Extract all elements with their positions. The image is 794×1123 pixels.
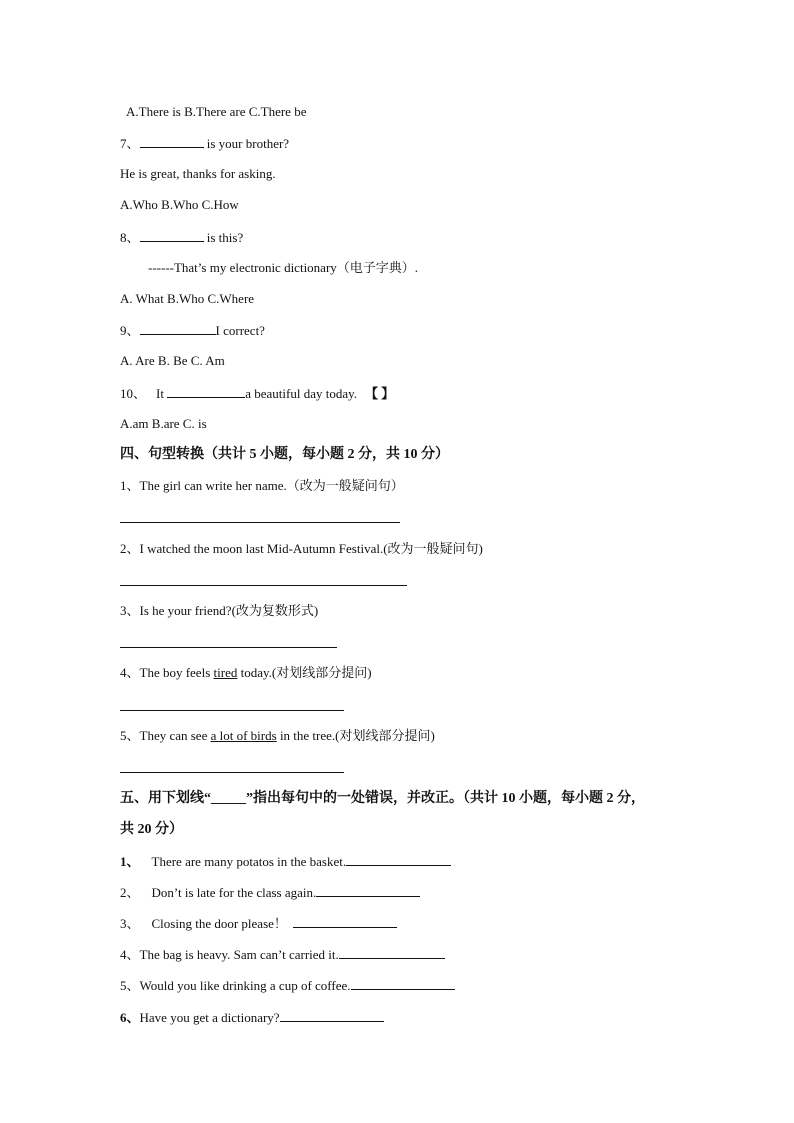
- section5-title-line1: 五、用下划线“_____”指出每句中的一处错误，并改正。（共计 10 小题，每小题 2 分，: [120, 791, 645, 806]
- correction-blank-5[interactable]: [351, 977, 455, 990]
- q10-number: 10、: [120, 386, 147, 401]
- section5-item-4: 4、The bag is heavy. Sam can’t carried it.: [120, 946, 445, 963]
- section4-item-1: 1、The girl can write her name.（改为一般疑问句）: [120, 478, 404, 493]
- section5-item-6: 6、Have you get a dictionary?: [120, 1009, 384, 1026]
- section5-title-line2: 共 20 分）: [120, 822, 183, 837]
- q8-blank[interactable]: [140, 229, 204, 242]
- answer-line-1[interactable]: [120, 522, 400, 523]
- section4-item-3: 3、Is he your friend?(改为复数形式): [120, 603, 319, 618]
- section5-item-2: 2、 Don’t is late for the class again.: [120, 884, 420, 901]
- section5-item-1: 1、 There are many potatos in the basket.: [120, 853, 451, 870]
- correction-blank-2[interactable]: [316, 884, 420, 897]
- answer-line-2[interactable]: [120, 585, 407, 586]
- section4-item-5: 5、They can see a lot of birds in the tree.(对划线部分提问): [120, 728, 435, 743]
- correction-blank-1[interactable]: [346, 853, 451, 866]
- q7-line: [120, 135, 289, 152]
- q10-options: A.am B.are C. is: [120, 416, 207, 431]
- section5-item-3: 3、 Closing the door please！: [120, 915, 397, 932]
- q7-blank[interactable]: [140, 135, 204, 148]
- q10-blank[interactable]: [167, 385, 245, 398]
- q9-line: [120, 322, 265, 339]
- q7-answer: He is great, thanks for asking.: [120, 166, 276, 181]
- answer-line-5[interactable]: [120, 772, 344, 773]
- q8-options: A. What B.Who C.Where: [120, 291, 255, 306]
- q9-options: A. Are B. Be C. Am: [120, 353, 225, 368]
- q9-blank[interactable]: [140, 322, 216, 335]
- q8-line: [120, 229, 243, 246]
- q9-number: 9、: [120, 323, 140, 338]
- section4-title: 四、句型转换（共计 5 小题，每小题 2 分，共 10 分）: [120, 447, 449, 462]
- q7-options: A.Who B.Who C.How: [120, 197, 239, 212]
- section5-item-5: 5、Would you like drinking a cup of coffee.: [120, 977, 455, 994]
- section4-item-2: 2、I watched the moon last Mid-Autumn Festival.(改为一般疑问句): [120, 541, 483, 556]
- correction-blank-4[interactable]: [339, 946, 445, 959]
- q10-text: a beautiful day today.: [245, 386, 358, 401]
- q10-pre: It: [156, 386, 168, 401]
- correction-blank-6[interactable]: [280, 1009, 384, 1022]
- q8-number: 8、: [120, 230, 140, 245]
- q8-reply: ------That’s my electronic dictionary（电子字典）.: [148, 260, 419, 275]
- q8-text: is this?: [203, 230, 244, 245]
- q7-text: is your brother?: [203, 136, 290, 151]
- q9-text: I correct?: [215, 323, 265, 338]
- q10-answer-bracket[interactable]: 【 】: [365, 386, 395, 401]
- q6-options: A.There is B.There are C.There be: [126, 104, 307, 119]
- section4-item-4: 4、The boy feels tired today.(对划线部分提问): [120, 665, 372, 680]
- q10-line: [120, 385, 394, 402]
- q7-number: 7、: [120, 136, 140, 151]
- answer-line-4[interactable]: [120, 710, 344, 711]
- correction-blank-3[interactable]: [293, 915, 397, 928]
- answer-line-3[interactable]: [120, 647, 337, 648]
